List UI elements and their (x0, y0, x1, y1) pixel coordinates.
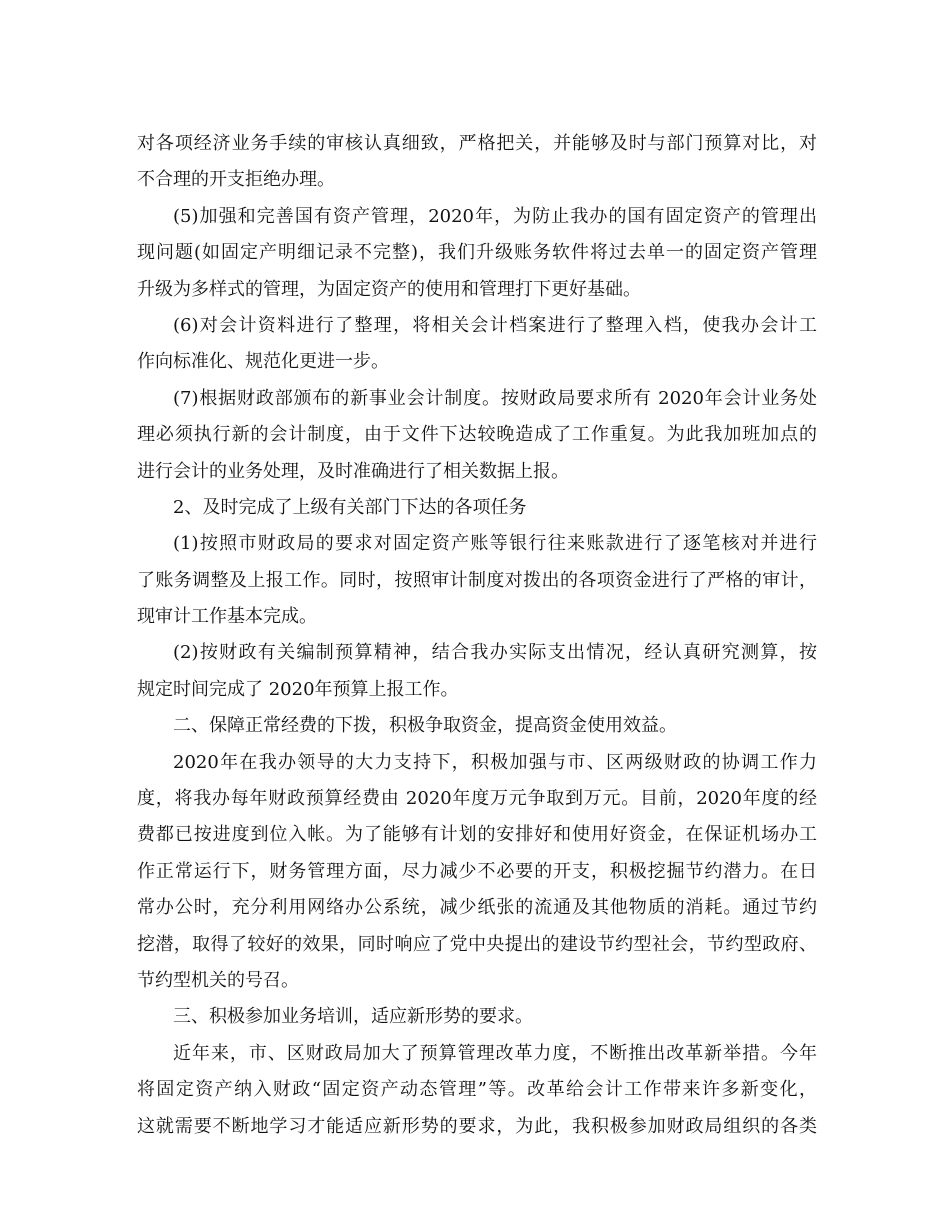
section-heading: 二、保障正常经费的下拨，积极争取资金，提高资金使用效益。 (173, 715, 677, 737)
text-line: 挖潜，取得了较好的效果，同时响应了党中央提出的建设节约型社会，节约型政府、 (137, 933, 817, 955)
text-line: 作向标准化、规范化更进一步。 (137, 351, 389, 373)
text-line: 进行会计的业务处理，及时准确进行了相关数据上报。 (137, 460, 569, 482)
document-body (137, 126, 817, 1145)
text-line: (1)按照市财政局的要求对固定资产账等银行往来账款进行了逐笔核对并进行 (173, 533, 817, 555)
text-line: 规定时间完成了 2020年预算上报工作。 (137, 678, 459, 700)
text-line: 2020年在我办领导的大力支持下，积极加强与市、区两级财政的协调工作力 (173, 751, 817, 773)
section-heading: 2、及时完成了上级有关部门下达的各项任务 (173, 496, 527, 518)
text-line: 理必须执行新的会计制度，由于文件下达较晚造成了工作重复。为此我加班加点的 (137, 424, 817, 446)
text-line: 对各项经济业务手续的审核认真细致，严格把关，并能够及时与部门预算对比，对 (137, 133, 817, 154)
section-heading: 三、积极参加业务培训，适应新形势的要求。 (173, 1006, 533, 1028)
text-line: 了账务调整及上报工作。同时，按照审计制度对拨出的各项资金进行了严格的审计， (137, 569, 817, 591)
text-line: (2)按财政有关编制预算精神，结合我办实际支出情况，经认真研究测算，按 (173, 642, 817, 664)
text-line: 节约型机关的号召。 (137, 969, 299, 991)
text-line: 现审计工作基本完成。 (137, 606, 317, 628)
text-line: (7)根据财政部颁布的新事业会计制度。按财政局要求所有 2020年会计业务处 (173, 387, 817, 409)
text-line: 度，将我办每年财政预算经费由 2020年度万元争取到万元。目前，2020年度的经 (137, 788, 817, 810)
text-line: 升级为多样式的管理，为固定资产的使用和管理打下更好基础。 (137, 278, 641, 300)
text-line: 费都已按进度到位入帐。为了能够有计划的安排好和使用好资金，在保证机场办工 (137, 824, 817, 846)
text-line: 作正常运行下，财务管理方面，尽力减少不必要的开支，积极挖掘节约潜力。在日 (137, 860, 817, 882)
text-line: 常办公时，充分利用网络办公系统，减少纸张的流通及其他物质的消耗。通过节约 (137, 897, 817, 919)
text-line: (5)加强和完善国有资产管理，2020年，为防止我办的国有固定资产的管理出 (173, 205, 817, 227)
text-line: 不合理的开支拒绝办理。 (137, 169, 335, 191)
text-line: 现问题(如固定产明细记录不完整)，我们升级账务软件将过去单一的固定资产管理 (137, 242, 817, 264)
text-line: 这就需要不断地学习才能适应新形势的要求，为此，我积极参加财政局组织的各类 (137, 1115, 817, 1137)
text-line: 近年来，市、区财政局加大了预算管理改革力度，不断推出改革新举措。今年 (173, 1042, 817, 1064)
text-line: 将固定资产纳入财政“固定资产动态管理”等。改革给会计工作带来许多新变化， (137, 1079, 817, 1101)
text-line: (6)对会计资料进行了整理，将相关会计档案进行了整理入档，使我办会计工 (173, 314, 817, 336)
